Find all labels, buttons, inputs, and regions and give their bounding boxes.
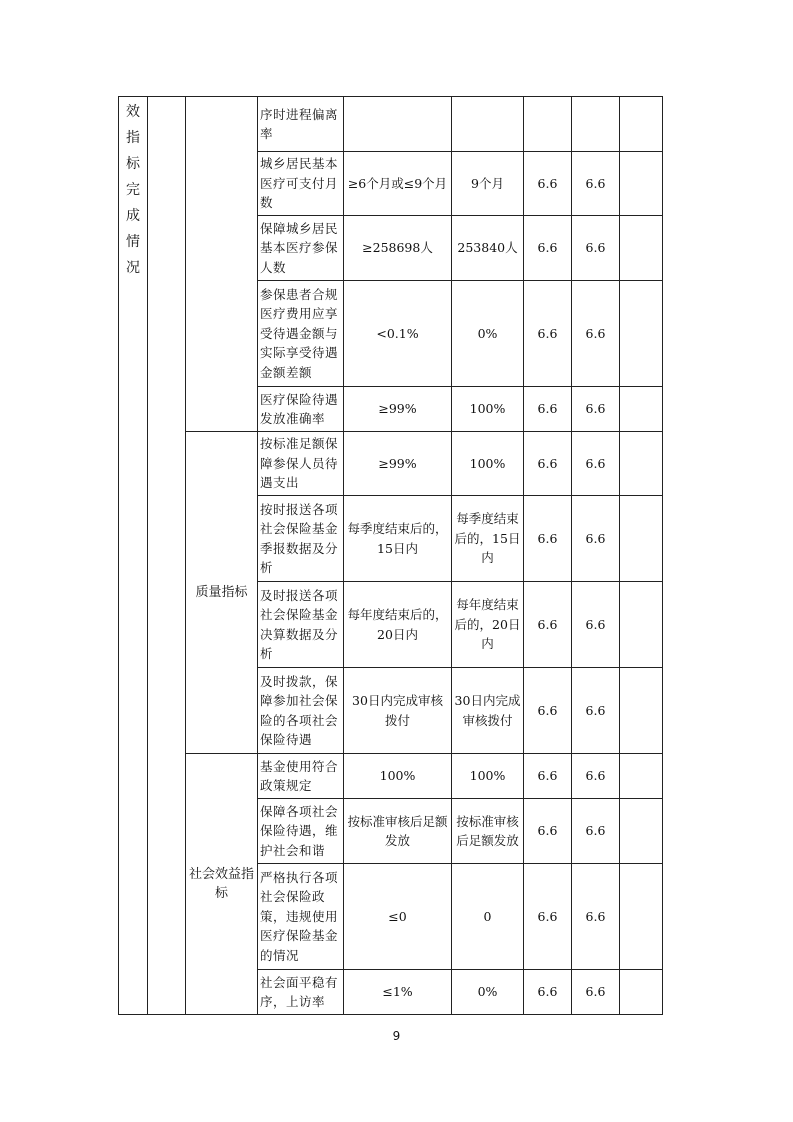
indicator-score: 6.6 bbox=[572, 754, 620, 799]
indicator-weight: 6.6 bbox=[524, 152, 572, 216]
indicator-target: 每季度结束后的，15日内 bbox=[344, 496, 452, 582]
indicator-name: 及时拨款，保障参加社会保险的各项社会保险待遇 bbox=[258, 668, 344, 754]
performance-indicator-table bbox=[118, 96, 663, 1015]
indicator-name: 序时进程偏离率 bbox=[258, 97, 344, 152]
indicator-remark bbox=[620, 496, 663, 582]
indicator-score: 6.6 bbox=[572, 864, 620, 970]
indicator-remark bbox=[620, 970, 663, 1015]
indicator-score: 6.6 bbox=[572, 970, 620, 1015]
indicator-name: 城乡居民基本医疗可支付月数 bbox=[258, 152, 344, 216]
indicator-weight: 6.6 bbox=[524, 754, 572, 799]
indicator-target: 每年度结束后的，20日内 bbox=[344, 582, 452, 668]
indicator-target bbox=[344, 97, 452, 152]
indicator-remark bbox=[620, 216, 663, 281]
indicator-remark bbox=[620, 152, 663, 216]
indicator-score bbox=[572, 97, 620, 152]
category-cell-upper bbox=[186, 97, 258, 432]
indicator-actual: 按标准审核后足额发放 bbox=[452, 799, 524, 864]
indicator-target: ≤0 bbox=[344, 864, 452, 970]
indicator-target: ≤1% bbox=[344, 970, 452, 1015]
indicator-score: 6.6 bbox=[572, 387, 620, 432]
indicator-score: 6.6 bbox=[572, 799, 620, 864]
indicator-remark bbox=[620, 799, 663, 864]
indicator-actual: 100% bbox=[452, 387, 524, 432]
indicator-actual: 0% bbox=[452, 970, 524, 1015]
indicator-weight: 6.6 bbox=[524, 281, 572, 387]
level1-empty-cell bbox=[148, 97, 186, 1015]
indicator-score: 6.6 bbox=[572, 582, 620, 668]
indicator-remark bbox=[620, 97, 663, 152]
indicator-score: 6.6 bbox=[572, 668, 620, 754]
indicator-score: 6.6 bbox=[572, 432, 620, 496]
indicator-name: 按时报送各项社会保险基金季报数据及分析 bbox=[258, 496, 344, 582]
indicator-remark bbox=[620, 387, 663, 432]
indicator-weight: 6.6 bbox=[524, 387, 572, 432]
indicator-remark bbox=[620, 754, 663, 799]
indicator-actual: 每年度结束后的，20日内 bbox=[452, 582, 524, 668]
section-label-cell: 效指标完成情况 bbox=[119, 97, 148, 1015]
indicator-target: ≥6个月或≤9个月 bbox=[344, 152, 452, 216]
indicator-target: ≥99% bbox=[344, 387, 452, 432]
indicator-remark bbox=[620, 281, 663, 387]
indicator-weight: 6.6 bbox=[524, 216, 572, 281]
indicator-remark bbox=[620, 582, 663, 668]
indicator-weight: 6.6 bbox=[524, 799, 572, 864]
indicator-target: <0.1% bbox=[344, 281, 452, 387]
indicator-actual bbox=[452, 97, 524, 152]
indicator-weight: 6.6 bbox=[524, 864, 572, 970]
indicator-target: ≥258698人 bbox=[344, 216, 452, 281]
indicator-actual: 253840人 bbox=[452, 216, 524, 281]
indicator-remark bbox=[620, 432, 663, 496]
indicator-score: 6.6 bbox=[572, 152, 620, 216]
indicator-actual: 100% bbox=[452, 432, 524, 496]
indicator-remark bbox=[620, 864, 663, 970]
indicator-actual: 0% bbox=[452, 281, 524, 387]
indicator-weight: 6.6 bbox=[524, 432, 572, 496]
table-row bbox=[119, 432, 663, 496]
indicator-name: 保障城乡居民基本医疗参保人数 bbox=[258, 216, 344, 281]
indicator-score: 6.6 bbox=[572, 496, 620, 582]
indicator-weight: 6.6 bbox=[524, 496, 572, 582]
indicator-name: 按标准足额保障参保人员待遇支出 bbox=[258, 432, 344, 496]
indicator-weight: 6.6 bbox=[524, 970, 572, 1015]
indicator-actual: 30日内完成审核拨付 bbox=[452, 668, 524, 754]
indicator-target: 30日内完成审核拨付 bbox=[344, 668, 452, 754]
table-row bbox=[119, 754, 663, 799]
indicator-actual: 每季度结束后的，15日内 bbox=[452, 496, 524, 582]
indicator-target: 100% bbox=[344, 754, 452, 799]
page-number: 9 bbox=[392, 1029, 401, 1043]
category-quality: 质量指标 bbox=[186, 432, 258, 754]
indicator-remark bbox=[620, 668, 663, 754]
indicator-name: 社会面平稳有序，上访率 bbox=[258, 970, 344, 1015]
category-social: 社会效益指标 bbox=[186, 754, 258, 1015]
indicator-weight: 6.6 bbox=[524, 582, 572, 668]
indicator-score: 6.6 bbox=[572, 281, 620, 387]
indicator-name: 保障各项社会保险待遇，维护社会和谐 bbox=[258, 799, 344, 864]
indicator-name: 严格执行各项社会保险政策，违规使用医疗保险基金的情况 bbox=[258, 864, 344, 970]
indicator-target: ≥99% bbox=[344, 432, 452, 496]
indicator-name: 基金使用符合政策规定 bbox=[258, 754, 344, 799]
indicator-actual: 9个月 bbox=[452, 152, 524, 216]
indicator-name: 及时报送各项社会保险基金决算数据及分析 bbox=[258, 582, 344, 668]
indicator-name: 医疗保险待遇发放准确率 bbox=[258, 387, 344, 432]
indicator-weight: 6.6 bbox=[524, 668, 572, 754]
indicator-actual: 0 bbox=[452, 864, 524, 970]
indicator-name: 参保患者合规医疗费用应享受待遇金额与实际享受待遇金额差额 bbox=[258, 281, 344, 387]
table-row bbox=[119, 97, 663, 152]
indicator-target: 按标准审核后足额发放 bbox=[344, 799, 452, 864]
indicator-weight bbox=[524, 97, 572, 152]
indicator-score: 6.6 bbox=[572, 216, 620, 281]
indicator-actual: 100% bbox=[452, 754, 524, 799]
